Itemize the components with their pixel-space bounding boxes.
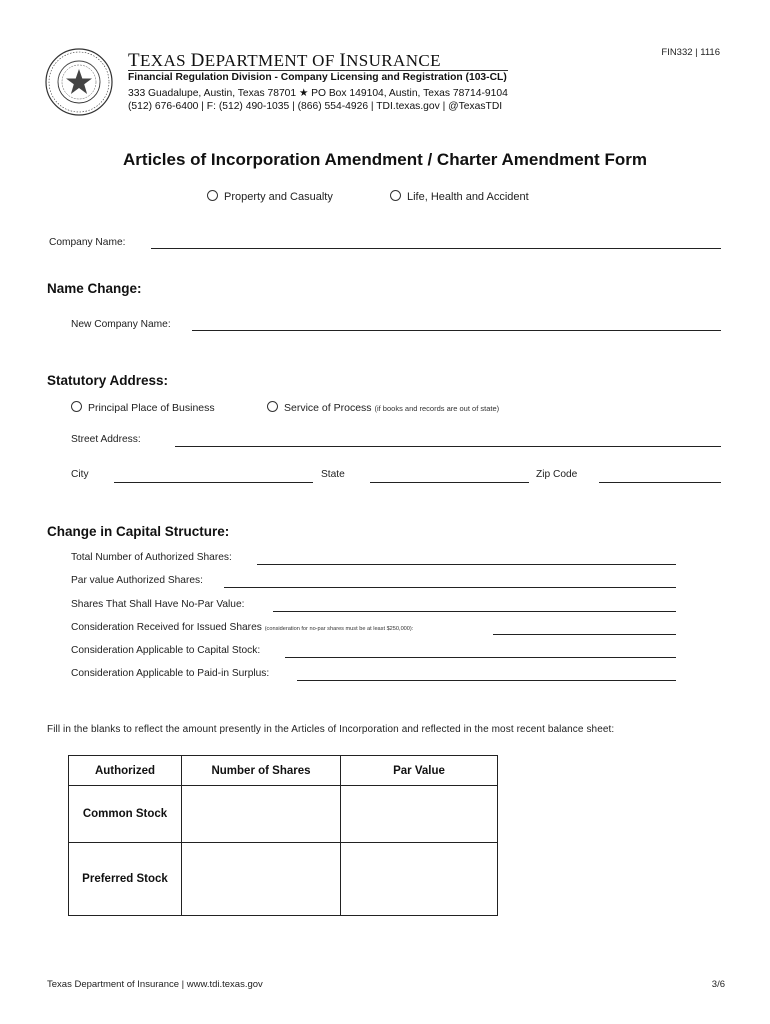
contacts-line: (512) 676-6400 | F: (512) 490-1035 | (866) 554-4926 | TDI.texas.gov | @TexasTDI <box>128 101 503 112</box>
agency-title <box>128 50 441 72</box>
name-change-heading: Name Change: <box>47 281 142 296</box>
page-number: 3/6 <box>711 979 725 990</box>
authorized-stock-table <box>68 755 498 916</box>
consideration-capital-field[interactable] <box>285 657 676 658</box>
par-value-shares-field[interactable] <box>224 587 676 588</box>
agency-title-d-rest: EPARTMENT OF <box>204 51 340 70</box>
zip-field[interactable] <box>599 482 721 483</box>
radio-service-of-process-label: Service of Process <box>284 402 372 414</box>
statutory-address-heading: Statutory Address: <box>47 373 169 388</box>
total-authorized-shares-label: Total Number of Authorized Shares: <box>71 552 232 563</box>
consideration-issued-field[interactable] <box>493 634 676 635</box>
radio-service-of-process[interactable] <box>267 401 499 414</box>
agency-title-i-rest: NSURANCE <box>346 51 441 70</box>
radio-life-health-accident-label: Life, Health and Accident <box>407 191 529 203</box>
instructions-text: Fill in the blanks to reflect the amount presently in the Articles of Incorporation and reflected in the most recent balance sheet: <box>47 724 615 735</box>
table-row <box>69 843 498 916</box>
zip-label: Zip Code <box>536 469 578 480</box>
radio-principal-place[interactable] <box>71 401 215 414</box>
table-row <box>69 786 498 843</box>
radio-principal-place-label: Principal Place of Business <box>88 402 215 414</box>
common-stock-shares-cell[interactable] <box>182 786 341 843</box>
footer-agency: Texas Department of Insurance | www.tdi.texas.gov <box>47 979 263 990</box>
consideration-capital-label: Consideration Applicable to Capital Stock: <box>71 645 261 656</box>
radio-circle-icon[interactable] <box>390 190 401 201</box>
common-stock-par-cell[interactable] <box>341 786 498 843</box>
agency-title-d-initial: D <box>190 50 205 71</box>
address-line: 333 Guadalupe, Austin, Texas 78701 ★ PO Box 149104, Austin, Texas 78714-9104 <box>128 88 508 99</box>
preferred-stock-shares-cell[interactable] <box>182 843 341 916</box>
radio-life-health-accident[interactable] <box>390 190 529 203</box>
radio-property-casualty[interactable] <box>207 190 333 203</box>
texas-seal-icon <box>44 47 114 117</box>
total-authorized-shares-field[interactable] <box>257 564 676 565</box>
consideration-issued-text: Consideration Received for Issued Shares <box>71 622 262 633</box>
company-name-label: Company Name: <box>49 237 126 248</box>
state-label: State <box>321 469 345 480</box>
street-address-label: Street Address: <box>71 434 141 445</box>
radio-circle-icon[interactable] <box>207 190 218 201</box>
no-par-shares-field[interactable] <box>273 611 676 612</box>
agency-title-i-initial: I <box>339 50 347 71</box>
service-of-process-note: (if books and records are out of state) <box>374 404 500 413</box>
capital-structure-heading: Change in Capital Structure: <box>47 524 230 539</box>
new-company-name-field[interactable] <box>192 330 721 331</box>
radio-circle-icon[interactable] <box>71 401 82 412</box>
consideration-issued-label <box>71 622 413 633</box>
radio-circle-icon[interactable] <box>267 401 278 412</box>
col-authorized: Authorized <box>69 756 182 786</box>
form-title: Articles of Incorporation Amendment / Charter Amendment Form <box>123 150 647 169</box>
consideration-issued-note: (consideration for no-par shares must be at least $250,000): <box>264 626 414 632</box>
row-common-stock-label: Common Stock <box>69 786 182 843</box>
state-field[interactable] <box>370 482 529 483</box>
city-field[interactable] <box>114 482 313 483</box>
consideration-surplus-label: Consideration Applicable to Paid-in Surplus: <box>71 668 270 679</box>
header-rule <box>128 70 508 71</box>
no-par-shares-label: Shares That Shall Have No-Par Value: <box>71 599 245 610</box>
new-company-name-label: New Company Name: <box>71 319 171 330</box>
row-preferred-stock-label: Preferred Stock <box>69 843 182 916</box>
col-par-value: Par Value <box>341 756 498 786</box>
table-header-row <box>69 756 498 786</box>
city-label: City <box>71 469 89 480</box>
form-number: FIN332 | 1116 <box>661 47 720 58</box>
agency-title-t-initial: T <box>128 50 141 71</box>
preferred-stock-par-cell[interactable] <box>341 843 498 916</box>
agency-title-t-rest: EXAS <box>140 51 191 70</box>
company-name-field[interactable] <box>151 248 721 249</box>
par-value-shares-label: Par value Authorized Shares: <box>71 575 203 586</box>
street-address-field[interactable] <box>175 446 721 447</box>
division-line: Financial Regulation Division - Company Licensing and Registration (103-CL) <box>128 72 507 83</box>
col-number-of-shares: Number of Shares <box>182 756 341 786</box>
radio-property-casualty-label: Property and Casualty <box>224 191 333 203</box>
consideration-surplus-field[interactable] <box>297 680 676 681</box>
